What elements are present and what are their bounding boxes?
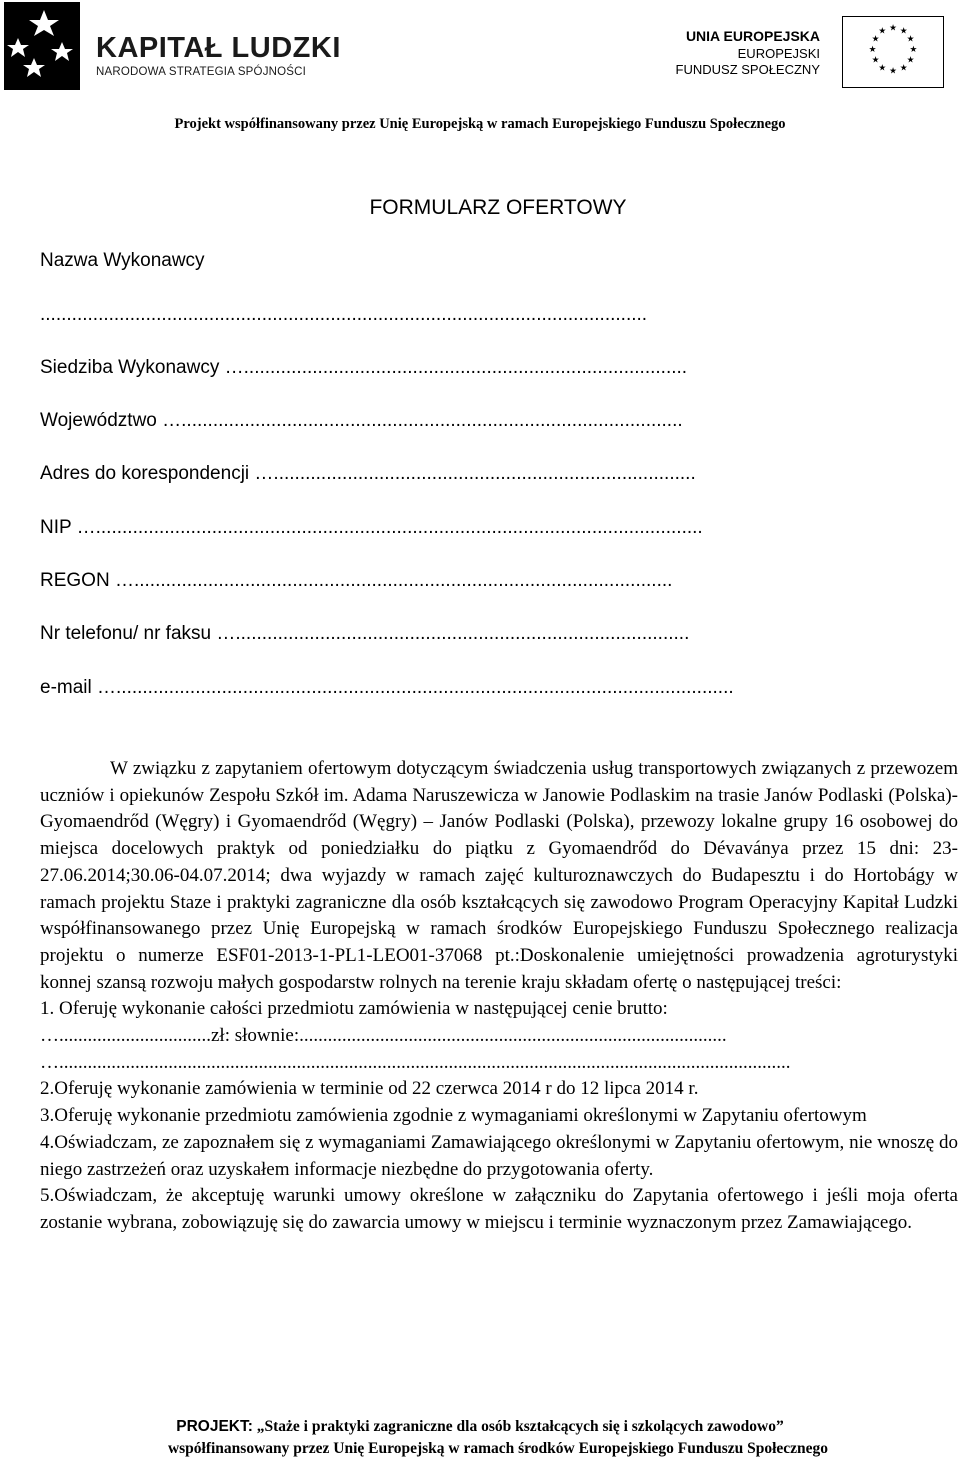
svg-text:★: ★ <box>899 26 908 37</box>
item-4-declaration: 4.Oświadczam, ze zapoznałem się z wymaganiami Zamawiającego określonymi w Zapytaniu ofertowym, nie wnoszę do niego zastrzeżeń oraz uzyskałem informacje niezbędne do przygotowania oferty. <box>40 1131 958 1180</box>
svg-text:★: ★ <box>868 45 877 55</box>
contractor-name-field[interactable]: ................................................................................................................... <box>40 304 648 325</box>
correspondence-address-field[interactable]: Adres do korespondencji …................................................................................ <box>40 463 696 484</box>
item-3-compliance: 3.Oferuję wykonanie przedmiotu zamówienia zgodnie z wymaganiami określonymi w Zapytaniu ofertowym <box>40 1105 867 1127</box>
offer-body <box>40 756 958 1237</box>
item-5-contract-terms: 5.Oświadczam, że akceptuję warunki umowy określone w załączniku do Zapytania ofertowego i jeśli moja oferta zostanie wybrana, zobowiązuję się do zawarcia umowy w miejscu i terminie wyznaczonym przez Zamawiającego. <box>40 1185 958 1233</box>
phone-fax-field[interactable]: Nr telefonu/ nr faksu …...................................................................................... <box>40 623 690 644</box>
svg-text:★: ★ <box>899 63 908 74</box>
svg-text:★: ★ <box>889 66 897 77</box>
kapital-ludzki-logo <box>4 2 341 90</box>
svg-text:★: ★ <box>878 63 887 74</box>
svg-text:★: ★ <box>871 34 880 45</box>
price-words-line[interactable]: ….......................................................................................................................................................... <box>40 1051 791 1073</box>
eu-logo <box>675 14 944 90</box>
svg-text:★: ★ <box>906 34 915 45</box>
footer-project-label: PROJEKT: <box>176 1418 253 1435</box>
project-cofinancing-line: Projekt współfinansowany przez Unię Europejską w ramach Europejskiego Funduszu Społecznego <box>174 116 786 132</box>
svg-text:★: ★ <box>909 45 918 55</box>
eu-subtitle-1: EUROPEJSKI <box>737 46 820 61</box>
eu-flag-icon <box>842 16 944 88</box>
eu-subtitle-2: FUNDUSZ SPOŁECZNY <box>675 62 820 77</box>
svg-text:★: ★ <box>889 23 897 34</box>
page-title: FORMULARZ OFERTOWY <box>369 196 627 219</box>
item-1-price: 1. Oferuję wykonanie całości przedmiotu zamówienia w następującej cenie brutto: <box>40 998 668 1020</box>
price-input-line[interactable]: …................................zł: słownie:.......................................................................................... <box>40 1025 727 1047</box>
svg-text:★: ★ <box>906 55 915 66</box>
nip-field[interactable]: NIP …................................................................................................................... <box>40 517 703 538</box>
contractor-name-label: Nazwa Wykonawcy <box>40 250 205 271</box>
svg-text:★: ★ <box>878 26 887 37</box>
contractor-seat-field[interactable]: Siedziba Wykonawcy ….................................................................................... <box>40 357 688 378</box>
svg-text:★: ★ <box>871 55 880 66</box>
item-2-deadline: 2.Oferuję wykonanie zamówienia w terminie od 22 czerwca 2014 r do 12 lipca 2014 r. <box>40 1078 699 1100</box>
footer-project-name: „Staże i praktyki zagraniczne dla osób kształcących się i szkolących zawodowo” <box>252 1418 784 1435</box>
intro-paragraph: W związku z zapytaniem ofertowym dotyczącym świadczenia usług transportowych związanych z przewozem uczniów i opiekunów Zespołu Szkół im. Adama Naruszewicza w Janowie Podlaskim na trasie Janów Podlaski (Polska)- Gyomaendrőd (Węgry) i Gyomaendrőd (Węgry) – Janów Podlaski (Polska), przewozy lokalne grupy 16 osobowej do miejsca docelowych praktyk od poniedziałku do piątku z Gyomaendrőd do Dévaványa przez 15 dni: 23-27.06.2014;30.06-04.07.2014; dwa wyjazdy w ramach zajęć kulturoznawczych do Budapesztu i do Hortobágy w ramach projektu Staze i praktyki zagraniczne dla osób kształcących się zawodowo Program Operacyjny Kapitał Ludzki współfinansowanego przez Unię Europejską w ramach środków Europejskiego Funduszu Społecznego realizacja projektu o numerze ESF01-2013-1-PL1-LEO01-37068 pt.:Doskonalenie umiejętności prowadzenia agroturystyki konnej szansą rozwoju małych gospodarstw rolnych na terenie kraju składam ofertę o następującej treści: <box>40 758 958 993</box>
eu-title: UNIA EUROPEJSKA <box>685 28 820 44</box>
kapital-ludzki-subtitle: NARODOWA STRATEGIA SPÓJNOŚCI <box>96 66 307 78</box>
email-field[interactable]: e-mail …..................................................................................................................... <box>40 677 734 698</box>
footer-project-title <box>0 1418 960 1436</box>
voivodeship-field[interactable]: Województwo …............................................................................................... <box>40 410 683 431</box>
kapital-ludzki-emblem-icon <box>4 2 80 90</box>
regon-field[interactable]: REGON …...................................................................................................... <box>40 570 673 591</box>
kapital-ludzki-title: KAPITAŁ LUDZKI <box>96 32 341 64</box>
footer-cofinancing: współfinansowany przez Unię Europejską w ramach środków Europejskiego Funduszu Społecznego <box>167 1440 829 1457</box>
